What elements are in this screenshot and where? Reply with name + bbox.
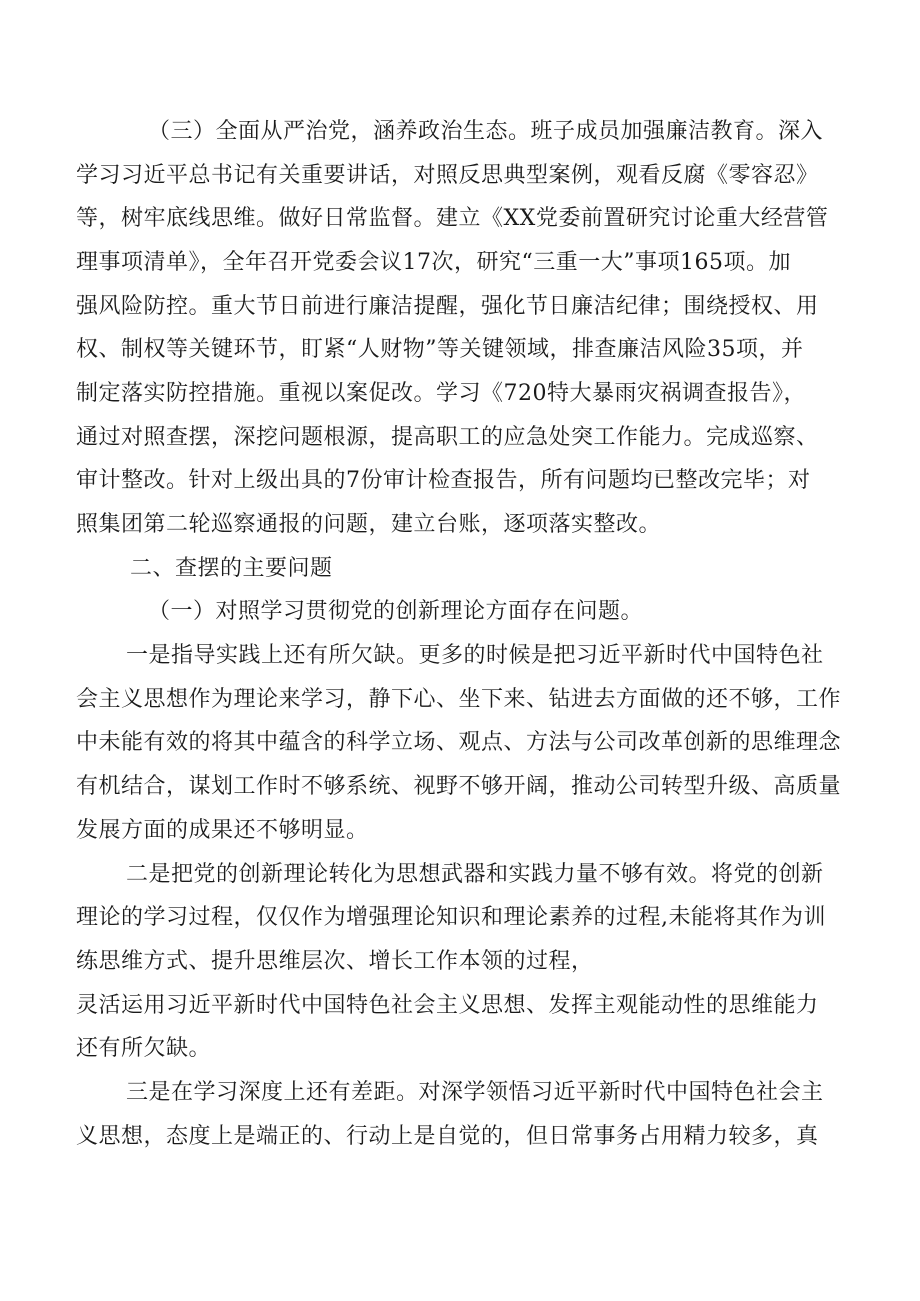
text-line: 学习习近平总书记有关重要讲话，对照反思典型案例，观看反腐《零容忍》 bbox=[76, 163, 819, 188]
text-line: 义思想，态度上是端正的、行动上是自觉的，但日常事务占用精力较多，真 bbox=[76, 1124, 819, 1149]
text-line: 理论的学习过程，仅仅作为增强理论知识和理论素养的过程,未能将其作为训 bbox=[76, 905, 826, 930]
text-line: 还有所欠缺。 bbox=[76, 1036, 212, 1061]
text-line: 灵活运用习近平新时代中国特色社会主义思想、发挥主观能动性的思维能力 bbox=[76, 993, 819, 1018]
text-line: 审计整改。针对上级出具的7份审计检查报告，所有问题均已整改完毕；对 bbox=[76, 468, 811, 493]
text-line: 三是在学习深度上还有差距。对深学领悟习近平新时代中国特色社会主 bbox=[126, 1080, 824, 1105]
text-line: 有机结合，谋划工作时不够系统、视野不够开阔，推动公司转型升级、高质量 bbox=[76, 774, 842, 799]
text-line: 通过对照查摆，深挖问题根源，提高职工的应急处突工作能力。完成巡察、 bbox=[76, 425, 819, 450]
text-line: 强风险防控。重大节日前进行廉洁提醒，强化节日廉洁纪律；围绕授权、用 bbox=[76, 294, 819, 319]
section-heading: 二、查摆的主要问题 bbox=[130, 556, 333, 581]
text-line: 理事项清单》，全年召开党委会议17次，研究“三重一大”事项165项。加 bbox=[76, 250, 791, 275]
text-line: 制定落实防控措施。重视以案促改。学习《720特大暴雨灾祸调查报告》， bbox=[76, 381, 806, 406]
text-line: 照集团第二轮巡察通报的问题，建立台账，逐项落实整改。 bbox=[76, 512, 662, 537]
text-line: 二是把党的创新理论转化为思想武器和实践力量不够有效。将党的创新 bbox=[126, 862, 824, 887]
text-line: 中未能有效的将其中蕴含的科学立场、观点、方法与公司改革创新的思维理念 bbox=[76, 730, 842, 755]
text-line: 权、制权等关键环节，盯紧“人财物”等关键领域，排查廉洁风险35项，并 bbox=[76, 337, 804, 362]
text-line: 等，树牢底线思维。做好日常监督。建立《XX党委前置研究讨论重大经营管 bbox=[76, 206, 829, 231]
subsection-heading: （一）对照学习贯彻党的创新理论方面存在问题。 bbox=[148, 599, 644, 624]
text-line: （三）全面从严治党，涵养政治生态。班子成员加强廉洁教育。深入 bbox=[148, 119, 824, 144]
text-line: 一是指导实践上还有所欠缺。更多的时候是把习近平新时代中国特色社 bbox=[126, 643, 824, 668]
text-line: 发展方面的成果还不够明显。 bbox=[76, 818, 369, 843]
text-line: 练思维方式、提升思维层次、增长工作本领的过程， bbox=[76, 949, 594, 974]
text-line: 会主义思想作为理论来学习，静下心、坐下来、钻进去方面做的还不够，工作 bbox=[76, 687, 842, 712]
